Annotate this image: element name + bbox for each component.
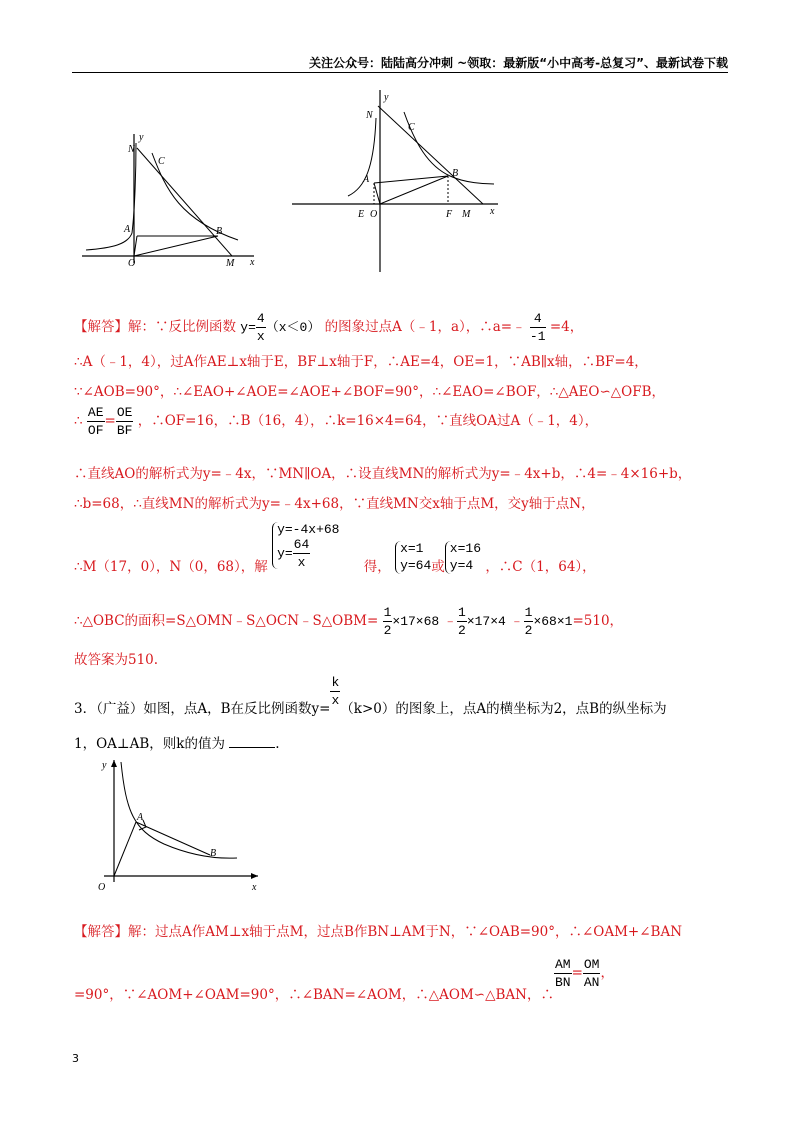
sol1-l4b: ，∴OF=16，∴B（16，4），∴k=16×4=64，∵直线OA过A（﹣1，4）， bbox=[137, 413, 599, 429]
fig1-right-branch bbox=[152, 153, 238, 240]
sol1-func bbox=[240, 311, 321, 345]
sol1-term-3: ×68×1 bbox=[533, 614, 573, 629]
q3-frac-den: x bbox=[331, 693, 340, 708]
q3-line2b: . bbox=[275, 736, 280, 752]
fig3-label-x: x bbox=[252, 882, 257, 893]
sol1-sys1-r1: y=-4x+68 bbox=[277, 522, 340, 537]
sol1-half-3 bbox=[524, 606, 534, 637]
sol1-half-2 bbox=[457, 606, 467, 637]
sol2-f2d: AN bbox=[583, 975, 600, 990]
fig2-label-o: O bbox=[370, 209, 378, 220]
sol1-l4-eq: = bbox=[104, 413, 116, 429]
sol1-sys1-den: x bbox=[297, 555, 306, 571]
fig1-label-n: N bbox=[128, 144, 135, 155]
sol2-line1: 【解答】解：过点A作AM⊥x轴于点M，过点B作BN⊥AM于N，∵∠OAB=90°，∴∠OAM+∠BAN bbox=[74, 924, 683, 940]
sol1-minus-2: ﹣ bbox=[510, 613, 524, 629]
fig2-label-m: M bbox=[462, 209, 471, 220]
fig2-label-y: y bbox=[384, 92, 389, 103]
sol1-system-2 bbox=[395, 541, 431, 574]
sol1-f1d: OF bbox=[87, 423, 104, 438]
sol1-f2d: BF bbox=[116, 423, 133, 438]
fig2-label-c: C bbox=[408, 122, 415, 133]
header-rule bbox=[72, 72, 728, 73]
sol1-func-y: y= bbox=[240, 320, 256, 335]
sol1-line2: ∴A（﹣1，4），过A作AE⊥x轴于E，BF⊥x轴于F，∴AE=4，OE=1，∵AB∥x轴，∴BF=4， bbox=[74, 354, 648, 370]
sol2-f2n: OM bbox=[583, 957, 600, 972]
sol2-line2 bbox=[74, 957, 614, 1003]
sol1-func-num: 4 bbox=[256, 311, 265, 327]
sol1-sys3-r2: y=4 bbox=[449, 557, 474, 573]
fig3-line-oa bbox=[114, 822, 136, 876]
sol1-half-1-den: 2 bbox=[383, 623, 392, 638]
sol1-half-2-num: 1 bbox=[458, 605, 466, 620]
sol1-l1a: 【解答】解：∵反比例函数 bbox=[74, 319, 236, 335]
sol2-l2b: ， bbox=[600, 965, 614, 981]
sol1-half-2-den: 2 bbox=[458, 623, 466, 638]
sol1-frac-num: 4 bbox=[530, 312, 546, 328]
fig1-label-y: y bbox=[139, 132, 144, 143]
q3-line2 bbox=[74, 732, 280, 752]
figure-3 bbox=[92, 752, 267, 894]
sol1-l4-pre: ∴ bbox=[74, 413, 83, 429]
sol1-l8b: =510， bbox=[572, 613, 624, 629]
sol1-l8a: ∴△OBC的面积=S△OMN﹣S△OCN﹣S△OBM= bbox=[74, 613, 379, 629]
sol1-l7a: ∴M（17，0），N（0，68），解 bbox=[74, 559, 268, 576]
fig2-line-oa bbox=[374, 183, 380, 204]
sol1-line5: ∴直线AO的解析式为y=﹣4x，∵MN∥OA，∴设直线MN的解析式为y=﹣4x+b，∴4=﹣4×16+b， bbox=[74, 466, 692, 482]
sol1-half-1-num: 1 bbox=[383, 605, 392, 620]
sol1-sys2-r1: x=1 bbox=[400, 541, 424, 557]
sol1-frac-den: -1 bbox=[529, 329, 546, 344]
sol1-l7d: ，∴C（1，64）， bbox=[485, 559, 596, 576]
sol1-line9: 故答案为510. bbox=[74, 652, 159, 668]
q3-frac bbox=[330, 676, 340, 707]
fig2-label-e: E bbox=[358, 209, 365, 220]
sol1-half-1 bbox=[383, 606, 393, 637]
sol1-l1c: =4， bbox=[549, 319, 584, 335]
sol1-f1n: AE bbox=[87, 405, 104, 420]
q3-line2a: 1，OA⊥AB，则k的值为 bbox=[74, 736, 225, 752]
figure-1 bbox=[78, 128, 263, 268]
sol1-sys1-lhs: y= bbox=[277, 546, 293, 562]
sol2-frac-om-an bbox=[583, 958, 601, 989]
fig2-line-ob bbox=[380, 176, 448, 204]
sol1-half-3-num: 1 bbox=[524, 605, 533, 620]
fig3-curve bbox=[121, 762, 237, 858]
sol1-term-2: ×17×4 bbox=[466, 614, 506, 629]
sol1-system-1 bbox=[272, 522, 339, 569]
sol1-line3: ∵∠AOB=90°，∴∠EAO+∠AOE=∠AOE+∠BOF=90°，∴∠EAO=∠BOF，∴△AEO∽△OFB， bbox=[74, 384, 666, 400]
sol1-sys1-num: 64 bbox=[293, 537, 310, 553]
fig2-label-x: x bbox=[490, 206, 495, 217]
sol1-line4 bbox=[74, 406, 598, 437]
fig3-label-a: A bbox=[137, 812, 144, 823]
sol2-f1n: AM bbox=[554, 957, 571, 972]
fig1-label-b: B bbox=[216, 226, 223, 237]
sol2-eq: = bbox=[571, 965, 583, 981]
sol1-l7c: 或 bbox=[431, 559, 445, 576]
fig2-label-a: A bbox=[363, 174, 370, 185]
sol1-func-den: x bbox=[256, 329, 265, 345]
q3-post: （k>0）的图象上，点A的横坐标为2，点B的纵坐标为 bbox=[340, 701, 667, 717]
fig2-line-ab bbox=[374, 176, 448, 183]
fig3-label-o: O bbox=[98, 882, 106, 893]
page-header: 关注公众号：陆陆高分冲刺 ~领取：最新版“小中高考-总复习”、最新试卷下载 bbox=[309, 56, 728, 70]
fig2-label-n: N bbox=[366, 110, 373, 121]
fig1-line-ob bbox=[134, 236, 218, 256]
fig3-label-y: y bbox=[102, 760, 107, 771]
sol1-sys2-r2: y=64 bbox=[400, 557, 432, 573]
sol1-line6: ∴b=68，∴直线MN的解析式为y=﹣4x+68，∵直线MN交x轴于点M，交y轴于点N， bbox=[74, 496, 595, 512]
sol1-line7 bbox=[74, 522, 596, 576]
sol1-func-cond: （x＜0） bbox=[265, 320, 321, 335]
page-number: 3 bbox=[72, 1052, 79, 1065]
sol1-f2n: OE bbox=[116, 405, 133, 420]
sol1-half-3-den: 2 bbox=[524, 623, 533, 638]
fig1-label-o: O bbox=[128, 258, 136, 268]
sol1-term-1: ×17×68 bbox=[392, 614, 440, 629]
sol1-system-3 bbox=[445, 541, 481, 574]
sol2-frac-am-bn bbox=[554, 958, 572, 989]
sol1-line8 bbox=[74, 606, 623, 637]
sol1-l1b: 的图象过点A（﹣1，a），∴a=﹣ bbox=[324, 319, 526, 335]
fig3-x-arrow bbox=[251, 873, 258, 879]
fig2-right-branch bbox=[404, 112, 494, 184]
fig3-y-arrow bbox=[111, 760, 117, 767]
fig3-label-b: B bbox=[210, 848, 217, 859]
fig1-line-mn bbox=[137, 148, 232, 256]
sol1-frac-oe-bf bbox=[116, 406, 134, 437]
fig2-left-branch bbox=[348, 118, 376, 196]
q3-pre: 3．（广益）如图，点A，B在反比例函数y= bbox=[74, 701, 331, 717]
fig3-line-ab bbox=[136, 822, 210, 855]
fig1-label-m: M bbox=[226, 258, 235, 268]
fig1-label-c: C bbox=[158, 156, 165, 167]
fig1-label-a: A bbox=[124, 224, 131, 235]
fig1-label-x: x bbox=[250, 257, 255, 268]
q3-frac-num: k bbox=[331, 675, 340, 690]
sol1-sys3-r1: x=16 bbox=[449, 541, 482, 557]
sol1-frac bbox=[530, 312, 546, 343]
sol1-minus-1: ﹣ bbox=[443, 613, 457, 629]
fig2-line-mn bbox=[378, 106, 483, 204]
sol2-f1d: BN bbox=[554, 975, 571, 990]
sol1-l7b: 得， bbox=[363, 559, 391, 576]
q3-line1 bbox=[74, 675, 667, 717]
sol1-line1 bbox=[74, 312, 583, 343]
sol1-frac-ae-of bbox=[87, 406, 105, 437]
sol2-l2a: =90°，∵∠AOM+∠OAM=90°，∴∠BAN=∠AOM，∴△AOM∽△BAN，∴ bbox=[74, 987, 554, 1003]
fig2-label-f: F bbox=[446, 209, 453, 220]
answer-blank[interactable] bbox=[229, 735, 275, 748]
fig2-label-b: B bbox=[452, 168, 459, 179]
figure-2 bbox=[290, 88, 505, 274]
